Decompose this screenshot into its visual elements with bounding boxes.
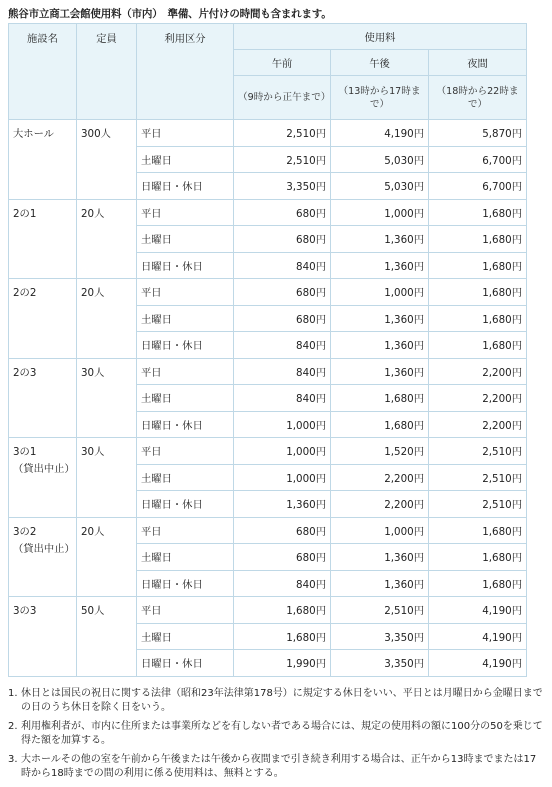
fee-am-cell: 2,510円	[234, 120, 331, 147]
fee-am-cell: 840円	[234, 570, 331, 597]
facility-cell	[9, 120, 77, 200]
header-am-period: （9時から正午まで）	[234, 76, 331, 120]
fee-pm-cell: 2,510円	[331, 597, 429, 624]
fee-pm-cell: 1,360円	[331, 305, 429, 332]
header-fee: 使用料	[234, 24, 527, 50]
fee-am-cell: 1,000円	[234, 464, 331, 491]
fee-am-cell: 2,510円	[234, 146, 331, 173]
fee-pm-cell: 4,190円	[331, 120, 429, 147]
capacity-cell: 30人	[77, 358, 137, 438]
usage-cell: 土曜日	[137, 146, 234, 173]
table-row	[9, 120, 527, 147]
fee-am-cell: 1,000円	[234, 411, 331, 438]
fee-pm-cell: 1,360円	[331, 544, 429, 571]
fee-night-cell: 2,200円	[429, 385, 527, 412]
header-capacity: 定員	[77, 24, 137, 120]
usage-cell: 日曜日・休日	[137, 570, 234, 597]
table-row	[9, 438, 527, 465]
fee-am-cell: 680円	[234, 279, 331, 306]
capacity-cell: 20人	[77, 199, 137, 279]
fee-night-cell: 2,510円	[429, 491, 527, 518]
header-am: 午前	[234, 50, 331, 76]
header-pm: 午後	[331, 50, 429, 76]
fee-pm-cell: 2,200円	[331, 491, 429, 518]
fee-am-cell: 1,000円	[234, 438, 331, 465]
usage-cell: 土曜日	[137, 464, 234, 491]
fee-am-cell: 680円	[234, 517, 331, 544]
fee-am-cell: 3,350円	[234, 173, 331, 200]
note-number: 2.	[8, 721, 18, 732]
capacity-cell: 20人	[77, 517, 137, 597]
fee-am-cell: 1,680円	[234, 623, 331, 650]
fee-night-cell: 2,510円	[429, 438, 527, 465]
fee-night-cell: 1,680円	[429, 199, 527, 226]
facility-cell	[9, 358, 77, 438]
fee-night-cell: 1,680円	[429, 544, 527, 571]
facility-cell	[9, 517, 77, 597]
note-item	[8, 687, 544, 715]
usage-cell: 土曜日	[137, 544, 234, 571]
fee-table	[8, 23, 527, 677]
facility-name: 3の2	[13, 525, 37, 538]
fee-pm-cell: 3,350円	[331, 623, 429, 650]
note-item	[8, 720, 544, 748]
capacity-cell: 20人	[77, 279, 137, 359]
facility-cell	[9, 438, 77, 518]
facility-cell	[9, 597, 77, 677]
note-text: 利用権利者が、市内に住所または事業所などを有しない者である場合には、規定の使用料の額に100分の50を乗じて得た額を加算する。	[21, 721, 543, 746]
fee-am-cell: 680円	[234, 199, 331, 226]
facility-name: 2の2	[13, 287, 37, 299]
usage-cell: 平日	[137, 358, 234, 385]
fee-pm-cell: 1,360円	[331, 358, 429, 385]
fee-pm-cell: 3,350円	[331, 650, 429, 677]
usage-cell: 平日	[137, 279, 234, 306]
fee-am-cell: 680円	[234, 305, 331, 332]
fee-pm-cell: 1,680円	[331, 385, 429, 412]
facility-name: 2の1	[13, 207, 37, 220]
fee-pm-cell: 1,360円	[331, 226, 429, 253]
fee-night-cell: 4,190円	[429, 597, 527, 624]
fee-night-cell: 6,700円	[429, 173, 527, 200]
fee-pm-cell: 1,360円	[331, 570, 429, 597]
header-pm-period: （13時から17時まで）	[331, 76, 429, 120]
usage-cell: 平日	[137, 517, 234, 544]
usage-cell: 平日	[137, 120, 234, 147]
fee-night-cell: 1,680円	[429, 570, 527, 597]
usage-cell: 土曜日	[137, 623, 234, 650]
usage-cell: 日曜日・休日	[137, 173, 234, 200]
table-row	[9, 279, 527, 306]
fee-pm-cell: 1,000円	[331, 279, 429, 306]
fee-pm-cell: 1,360円	[331, 252, 429, 279]
usage-cell: 土曜日	[137, 385, 234, 412]
fee-am-cell: 840円	[234, 358, 331, 385]
usage-cell: 日曜日・休日	[137, 332, 234, 359]
facility-name: 2の3	[13, 366, 37, 379]
fee-night-cell: 1,680円	[429, 279, 527, 306]
fee-pm-cell: 1,520円	[331, 438, 429, 465]
fee-night-cell: 4,190円	[429, 623, 527, 650]
fee-night-cell: 2,200円	[429, 358, 527, 385]
facility-name: 3の1	[13, 446, 37, 458]
usage-cell: 平日	[137, 199, 234, 226]
header-usage: 利用区分	[137, 24, 234, 120]
facility-cell	[9, 199, 77, 279]
capacity-cell: 300人	[77, 120, 137, 200]
facility-cell	[9, 279, 77, 359]
fee-night-cell: 1,680円	[429, 332, 527, 359]
fee-night-cell: 1,680円	[429, 226, 527, 253]
table-row	[9, 358, 527, 385]
table-row	[9, 517, 527, 544]
usage-cell: 土曜日	[137, 226, 234, 253]
note-number: 1.	[8, 688, 18, 699]
fee-pm-cell: 5,030円	[331, 173, 429, 200]
fee-pm-cell: 5,030円	[331, 146, 429, 173]
fee-pm-cell: 2,200円	[331, 464, 429, 491]
header-facility: 施設名	[9, 24, 77, 120]
fee-night-cell: 1,680円	[429, 252, 527, 279]
fee-am-cell: 840円	[234, 252, 331, 279]
capacity-cell: 30人	[77, 438, 137, 518]
usage-cell: 土曜日	[137, 305, 234, 332]
table-row	[9, 199, 527, 226]
note-text: 大ホールその他の室を午前から午後または午後から夜間まで引き続き利用する場合は、正午から13時までまたは17時から18時までの間の利用に係る使用料は、無料とする。	[21, 754, 537, 779]
fee-pm-cell: 1,680円	[331, 411, 429, 438]
fee-am-cell: 680円	[234, 544, 331, 571]
fee-night-cell: 4,190円	[429, 650, 527, 677]
fee-am-cell: 1,680円	[234, 597, 331, 624]
capacity-cell: 50人	[77, 597, 137, 677]
fee-am-cell: 840円	[234, 332, 331, 359]
usage-cell: 日曜日・休日	[137, 411, 234, 438]
fee-pm-cell: 1,000円	[331, 199, 429, 226]
header-night: 夜間	[429, 50, 527, 76]
header-night-period: （18時から22時まで）	[429, 76, 527, 120]
fee-pm-cell: 1,000円	[331, 517, 429, 544]
fee-night-cell: 2,200円	[429, 411, 527, 438]
usage-cell: 平日	[137, 438, 234, 465]
fee-am-cell: 680円	[234, 226, 331, 253]
notes	[8, 687, 544, 786]
fee-am-cell: 840円	[234, 385, 331, 412]
fee-night-cell: 2,510円	[429, 464, 527, 491]
note-number: 3.	[8, 754, 18, 765]
facility-name: 大ホール	[13, 128, 54, 140]
facility-name: 3の3	[13, 605, 37, 617]
usage-cell: 平日	[137, 597, 234, 624]
fee-am-cell: 1,360円	[234, 491, 331, 518]
fee-night-cell: 5,870円	[429, 120, 527, 147]
usage-cell: 日曜日・休日	[137, 252, 234, 279]
facility-note: （貸出中止）	[13, 542, 75, 555]
table-caption: 熊谷市立商工会館使用料（市内） 準備、片付けの時間も含まれます。	[8, 8, 332, 20]
fee-night-cell: 1,680円	[429, 305, 527, 332]
note-text: 休日とは国民の祝日に関する法律（昭和23年法律第178号）に規定する休日をいい、平日とは月曜日から金曜日までの日のうち休日を除く日をいう。	[21, 688, 543, 713]
usage-cell: 日曜日・休日	[137, 491, 234, 518]
fee-night-cell: 6,700円	[429, 146, 527, 173]
facility-note: （貸出中止）	[13, 463, 75, 475]
note-item	[8, 753, 544, 781]
fee-pm-cell: 1,360円	[331, 332, 429, 359]
fee-night-cell: 1,680円	[429, 517, 527, 544]
table-row	[9, 597, 527, 624]
usage-cell: 日曜日・休日	[137, 650, 234, 677]
fee-am-cell: 1,990円	[234, 650, 331, 677]
